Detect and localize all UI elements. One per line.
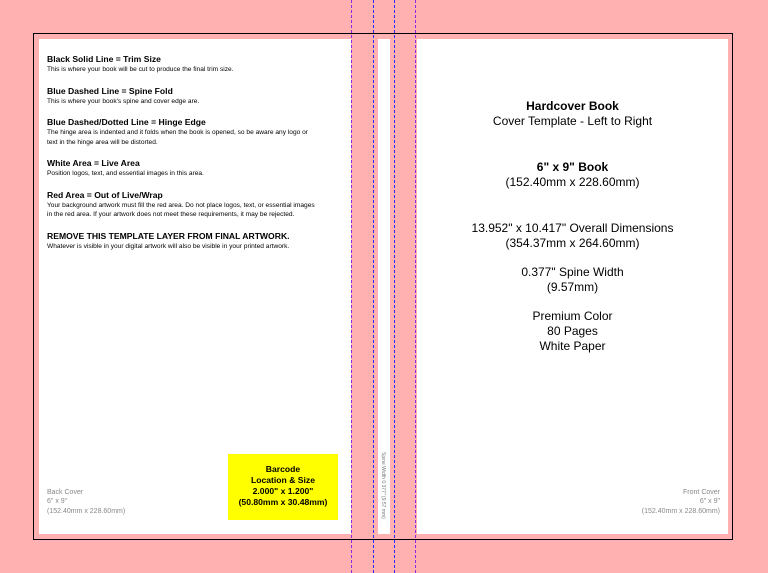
instruction-item [47, 190, 317, 220]
spine-width-text: Spine Width 0.377" (9.57 mm) [380, 452, 386, 519]
instruction-item [47, 54, 317, 75]
instruction-text: The hinge area is indented and it folds when the book is opened, so be aware any logo or text in the hinge area will be distorted. [47, 129, 308, 146]
barcode-area [228, 454, 338, 520]
front-cover-size-mm: (152.40mm x 228.60mm) [641, 507, 720, 515]
book-size-mm: (152.40mm x 228.60mm) [505, 175, 640, 189]
template-subtitle: Cover Template - Left to Right [492, 114, 653, 128]
back-hinge-line [351, 0, 352, 573]
book-size: 6" x 9" Book [536, 160, 609, 174]
barcode-subtitle: Location & Size [251, 475, 315, 485]
barcode-size-in: 2.000" x 1.200" [252, 486, 314, 496]
instruction-heading: White Area = Live Area [47, 158, 140, 168]
instruction-heading: Blue Dashed/Dotted Line = Hinge Edge [47, 117, 206, 127]
print-color: Premium Color [532, 309, 613, 323]
front-cover-size-in: 6" x 9" [699, 498, 720, 506]
back-spine-fold-line [373, 0, 374, 573]
page-count: 80 Pages [547, 324, 598, 338]
instruction-item [47, 117, 317, 147]
front-book-size-block [417, 160, 728, 190]
instruction-heading: Black Solid Line = Trim Size [47, 54, 161, 64]
back-cover-size-mm: (152.40mm x 228.60mm) [47, 507, 126, 515]
instruction-text: Position logos, text, and essential images in this area. [47, 170, 204, 177]
instruction-text: Your background artwork must fill the red area. Do not place logos, text, or essential images in the red area. If your artwork does not meet these requirements, it may be rejected. [47, 201, 315, 218]
front-spine-fold-line [394, 0, 395, 573]
front-title-block [417, 99, 728, 129]
back-cover-size-in: 6" x 9" [47, 498, 68, 506]
instruction-item [47, 86, 317, 107]
instruction-text: This is where your book will be cut to produce the final trim size. [47, 66, 234, 73]
front-hinge-line [415, 0, 416, 573]
instruction-text: This is where your book's spine and cover edge are. [47, 97, 200, 105]
overall-dimensions-mm: (354.37mm x 264.60mm) [505, 236, 640, 250]
overall-dimensions: 13.952" x 10.417" Overall Dimensions [471, 221, 674, 235]
front-cover-title: Front Cover [683, 489, 720, 496]
instruction-item [47, 231, 317, 252]
back-cover-title: Back Cover [47, 489, 84, 496]
instruction-heading: Red Area = Out of Live/Wrap [47, 189, 163, 200]
spine-width-label [380, 452, 388, 536]
barcode-title: Barcode [265, 464, 301, 474]
spine-width: 0.377" Spine Width [521, 265, 624, 279]
spine-width-mm: (9.57mm) [546, 280, 599, 294]
front-spine-block [417, 265, 728, 295]
back-cover-label [47, 488, 125, 516]
front-print-specs-block [417, 309, 728, 354]
template-instructions [47, 54, 317, 262]
instruction-heading: REMOVE THIS TEMPLATE LAYER FROM FINAL ARTWORK. [47, 230, 290, 241]
barcode-size-mm: (50.80mm x 30.48mm) [238, 497, 328, 507]
instruction-text: Whatever is visible in your digital artwork will also be visible in your printed artwork. [47, 242, 290, 250]
paper-type: White Paper [539, 339, 606, 353]
instruction-item [47, 158, 317, 179]
front-overall-block [417, 221, 728, 251]
front-cover-label [642, 488, 720, 516]
template-title: Hardcover Book [526, 99, 619, 113]
instruction-heading: Blue Dashed Line = Spine Fold [47, 85, 173, 96]
